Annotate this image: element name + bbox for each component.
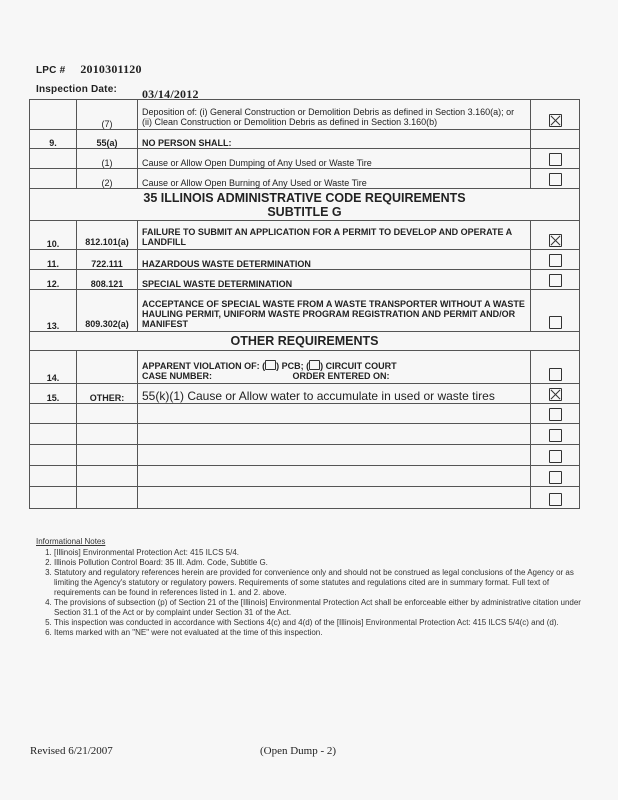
list-item: 6. Items marked with an "NE" were not evaluated at the time of this inspection. [54, 628, 581, 638]
table-row [30, 270, 580, 290]
table-row [30, 100, 580, 130]
case-line: CASE NUMBER: ORDER ENTERED ON: [142, 371, 390, 381]
checklist-table [29, 99, 580, 509]
checkbox[interactable] [549, 274, 562, 287]
lpc-value: 2010301120 [80, 62, 142, 76]
checkbox[interactable] [549, 173, 562, 186]
desc-cell: NO PERSON SHALL: [138, 130, 531, 149]
ref-cell: 809.302(a) [77, 290, 138, 332]
list-item: 5. This inspection was conducted in accordance with Sections 4(c) and 4(d) of the [Illinois] Environmental Protection Act: 415 ILCS 5/4(c) and (d). [54, 618, 581, 628]
desc-cell: 55(k)(1) Cause or Allow water to accumulate in used or waste tires [138, 384, 531, 404]
checkbox[interactable] [549, 408, 562, 421]
list-item: 1. [Illinois] Environmental Protection Act: 415 ILCS 5/4. [54, 548, 581, 558]
section-header [30, 189, 580, 221]
item-number: 13. [30, 290, 77, 332]
checkbox[interactable] [549, 368, 562, 381]
list-item: 4. The provisions of subsection (p) of Section 21 of the [Illinois] Environmental Protection Act shall be enforceable either by administrative citation under Section 31.1 of the Act or by complaint under Section 31 of the Act. [54, 598, 581, 618]
violation-line: APPARENT VIOLATION OF: ( ) PCB; ( ) CIRCUIT COURT [142, 361, 397, 371]
table-row [30, 250, 580, 270]
ref-cell: OTHER: [77, 384, 138, 404]
checkbox[interactable] [549, 493, 562, 506]
table-row [30, 404, 580, 424]
ref-cell: (2) [77, 169, 138, 189]
ref-cell: 722.111 [77, 250, 138, 270]
desc-cell: Cause or Allow Open Dumping of Any Used or Waste Tire [138, 149, 531, 169]
item-number: 9. [30, 130, 77, 149]
checkbox[interactable] [549, 450, 562, 463]
checkbox-checked[interactable] [549, 234, 562, 247]
checkbox-checked[interactable] [549, 388, 562, 401]
table-row [30, 445, 580, 466]
inspection-date-line [36, 81, 199, 101]
desc-cell: HAZARDOUS WASTE DETERMINATION [138, 250, 531, 270]
notes-title: Informational Notes [36, 537, 106, 546]
checkbox-checked[interactable] [549, 114, 562, 127]
checkbox[interactable] [549, 429, 562, 442]
section-header [30, 332, 580, 351]
table-row [30, 290, 580, 332]
table-row [30, 487, 580, 509]
desc-cell: Cause or Allow Open Burning of Any Used or Waste Tire [138, 169, 531, 189]
revised-date: Revised 6/21/2007 [30, 745, 113, 757]
notes-list [36, 548, 581, 638]
ref-cell: 812.101(a) [77, 221, 138, 250]
table-row [30, 424, 580, 445]
pcb-checkbox[interactable] [265, 360, 276, 370]
section-title: OTHER REQUIREMENTS [30, 332, 580, 351]
inspection-date-value: 03/14/2012 [141, 87, 199, 101]
page-label: (Open Dump - 2) [260, 745, 337, 757]
lpc-label: LPC # [36, 65, 66, 76]
ref-cell: 808.121 [77, 270, 138, 290]
informational-notes [36, 537, 581, 638]
checkbox[interactable] [549, 153, 562, 166]
checkbox[interactable] [549, 316, 562, 329]
desc-cell: SPECIAL WASTE DETERMINATION [138, 270, 531, 290]
table-row [30, 221, 580, 250]
item-number: 11. [30, 250, 77, 270]
table-row [30, 169, 580, 189]
item-number: 10. [30, 221, 77, 250]
checkbox[interactable] [549, 471, 562, 484]
ref-cell: 55(a) [77, 130, 138, 149]
circuit-court-checkbox[interactable] [309, 360, 320, 370]
item-number: 14. [30, 351, 77, 384]
desc-cell: Deposition of: (i) General Construction or Demolition Debris as defined in Section 3.160(a); or (ii) Clean Construction or Demolition Debris as defined in Section 3.160(b) [138, 100, 531, 130]
section-title: 35 ILLINOIS ADMINISTRATIVE CODE REQUIREMENTS [143, 190, 466, 205]
table-row [30, 384, 580, 404]
section-subtitle: SUBTITLE G [267, 204, 342, 219]
table-row [30, 466, 580, 487]
table-row [30, 351, 580, 384]
list-item: 3. Statutory and regulatory references herein are provided for convenience only and should not be construed as legal conclusions of the Agency or as limiting the Agency's statutory or regulatory powers. Requirements of some statutes and regulations cited are in summary format. Full text of requirements can be found in references listed in 1. and 2. above. [54, 568, 581, 598]
item-number: 12. [30, 270, 77, 290]
desc-cell: FAILURE TO SUBMIT AN APPLICATION FOR A PERMIT TO DEVELOP AND OPERATE A LANDFILL [138, 221, 531, 250]
table-row [30, 149, 580, 169]
list-item: 2. Illinois Pollution Control Board: 35 Ill. Adm. Code, Subtitle G. [54, 558, 581, 568]
desc-cell: ACCEPTANCE OF SPECIAL WASTE FROM A WASTE TRANSPORTER WITHOUT A WASTE HAULING PERMIT, UNIFORM WASTE PROGRAM REGISTRATION AND PERMIT AND/OR MANIFEST [138, 290, 531, 332]
lpc-line [36, 62, 142, 77]
inspection-date-label: Inspection Date: [36, 84, 117, 95]
checkbox[interactable] [549, 254, 562, 267]
desc-cell [138, 351, 531, 384]
ref-cell: (1) [77, 149, 138, 169]
item-number: 15. [30, 384, 77, 404]
ref-cell: (7) [77, 100, 138, 130]
table-row [30, 130, 580, 149]
